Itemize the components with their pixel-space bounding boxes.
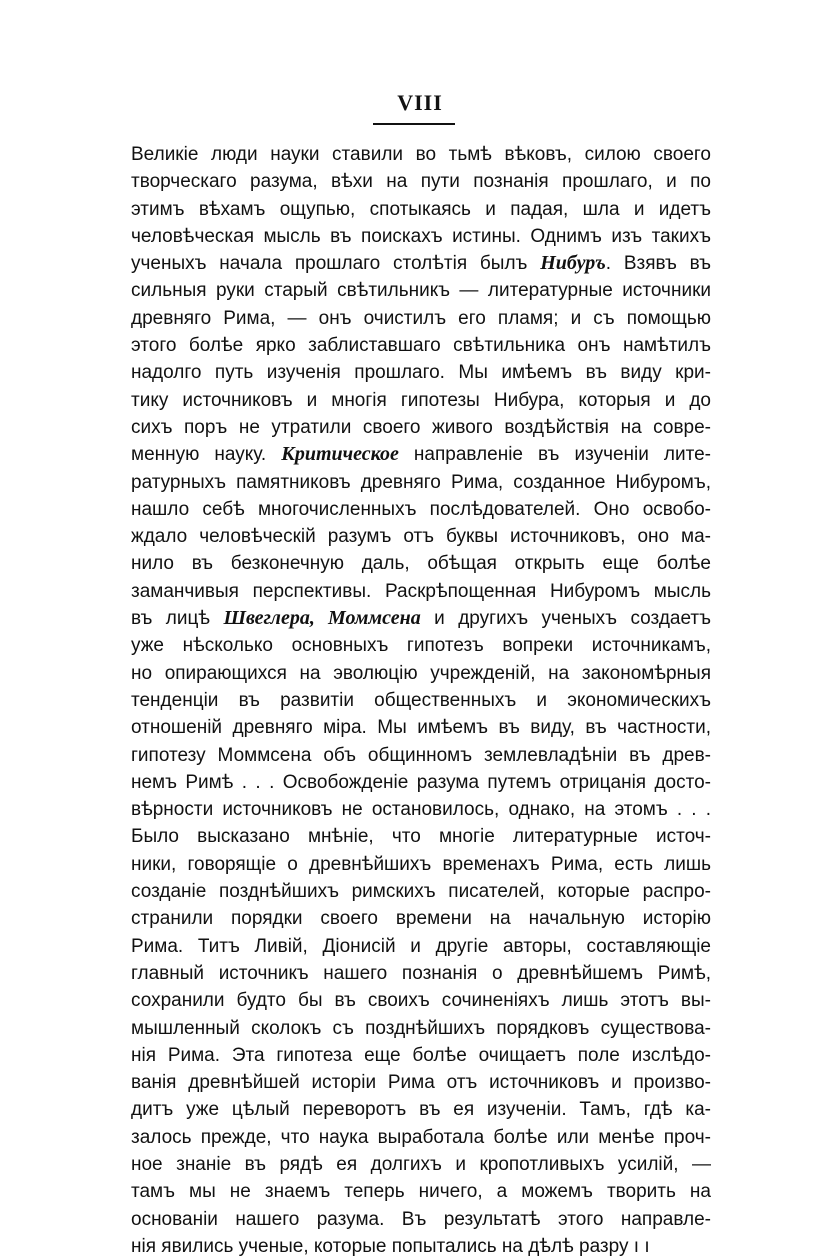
page-number: VIII bbox=[397, 90, 443, 115]
text-line bbox=[131, 987, 711, 1014]
text-line bbox=[131, 277, 711, 304]
text-run: тику источниковъ и многія гипотезы Нибура, которыя и до bbox=[131, 389, 711, 411]
text-run: дитъ уже цѣлый переворотъ въ ея изученіи. Тамъ, гдѣ ка- bbox=[131, 1099, 711, 1121]
text-run: нія явились ученые, которые попытались на дѣлѣ разру ı ı bbox=[131, 1235, 650, 1257]
text-line bbox=[131, 1069, 711, 1096]
text-line bbox=[131, 523, 711, 550]
text-run: ратурныхъ памятниковъ древняго Рима, созданное Нибуромъ, bbox=[131, 471, 711, 493]
text-line bbox=[131, 141, 711, 168]
text-run: ники, говорящіе о древнѣйшихъ временахъ Рима, есть лишь bbox=[131, 853, 711, 875]
text-line bbox=[131, 359, 711, 386]
text-run: въ лицѣ bbox=[131, 608, 224, 630]
text-run: ванія древнѣйшей исторіи Рима отъ источниковъ и произво- bbox=[131, 1072, 711, 1094]
text-run: Рима. Титъ Ливій, Діонисій и другіе авторы, составляющіе bbox=[131, 935, 711, 957]
text-run: этимъ вѣхамъ ощупью, спотыкаясь и падая, шла и идетъ bbox=[131, 198, 711, 220]
text-line bbox=[131, 441, 711, 468]
text-line bbox=[131, 1178, 711, 1205]
text-run: и другихъ ученыхъ создаетъ bbox=[420, 608, 711, 630]
text-line bbox=[131, 796, 711, 823]
text-line bbox=[131, 632, 711, 659]
emphasized-name: Критическое bbox=[281, 443, 399, 466]
text-run: Было высказано мнѣніе, что многіе литературные источ- bbox=[131, 826, 711, 848]
text-run: надолго путь изученія прошлаго. Мы имѣемъ въ виду кри- bbox=[131, 362, 711, 384]
text-run: ждало человѣческій разумъ отъ буквы источниковъ, оно ма- bbox=[131, 526, 711, 548]
text-line bbox=[131, 305, 711, 332]
text-run: немъ Римѣ . . . Освобожденіе разума путемъ отрицанія досто- bbox=[131, 771, 711, 793]
text-run: отношеній древняго міра. Мы имѣемъ въ виду, въ частности, bbox=[131, 717, 711, 739]
text-run: тенденціи въ развитіи общественныхъ и экономическихъ bbox=[131, 689, 711, 711]
text-line bbox=[131, 714, 711, 741]
text-run: сильныя руки старый свѣтильникъ — литературные источники bbox=[131, 280, 711, 302]
text-run: главный источникъ нашего познанія о древнѣйшемъ Римѣ, bbox=[131, 962, 711, 984]
text-run: основаніи нашего разума. Въ результатѣ этого направле- bbox=[131, 1208, 711, 1230]
text-line bbox=[131, 550, 711, 577]
text-run: ное знаніе въ рядѣ ея долгихъ и кропотливыхъ усилій, — bbox=[131, 1153, 711, 1175]
text-line bbox=[131, 878, 711, 905]
text-line bbox=[131, 469, 711, 496]
text-line bbox=[131, 1096, 711, 1123]
text-line bbox=[131, 496, 711, 523]
text-line bbox=[131, 905, 711, 932]
text-line bbox=[131, 1124, 711, 1151]
text-run: Великіе люди науки ставили во тьмѣ вѣковъ, силою своего bbox=[131, 144, 711, 165]
text-run: гипотезу Моммсена объ общинномъ землевладѣніи въ древ- bbox=[131, 744, 711, 766]
text-line bbox=[131, 687, 711, 714]
text-run: ученыхъ начала прошлаго столѣтія былъ bbox=[131, 253, 541, 275]
text-line bbox=[131, 933, 711, 960]
text-run: этого болѣе ярко заблиставшаго свѣтильника онъ намѣтилъ bbox=[131, 335, 711, 357]
text-run: залось прежде, что наука выработала болѣе или менѣе проч- bbox=[131, 1126, 711, 1148]
text-line bbox=[131, 605, 711, 632]
text-run: древняго Рима, — онъ очистилъ его пламя; и съ помощью bbox=[131, 307, 711, 329]
text-line bbox=[131, 196, 711, 223]
text-run: уже нѣсколько основныхъ гипотезъ вопреки источникамъ, bbox=[131, 635, 711, 657]
text-run: тамъ мы не знаемъ теперь ничего, а можемъ творить на bbox=[131, 1181, 711, 1203]
text-line bbox=[131, 223, 711, 250]
text-line bbox=[131, 168, 711, 195]
emphasized-name: Нибуръ bbox=[540, 252, 606, 275]
text-run: направленіе въ изученіи лите- bbox=[398, 444, 711, 466]
text-run: заманчивыя перспективы. Раскрѣпощенная Нибуромъ мысль bbox=[131, 580, 711, 602]
text-line bbox=[131, 578, 711, 605]
text-line bbox=[131, 250, 711, 277]
text-line bbox=[131, 1206, 711, 1233]
emphasized-name: Швеглера, Моммсена bbox=[223, 607, 421, 630]
text-run: вѣрности источниковъ не остановилось, однако, на этомъ . . . bbox=[131, 799, 711, 821]
text-line bbox=[131, 742, 711, 769]
text-line bbox=[131, 1233, 711, 1260]
body-text bbox=[131, 141, 711, 1260]
text-run: но опирающихся на эволюцію учрежденій, на закономѣрныя bbox=[131, 662, 711, 684]
text-line bbox=[131, 414, 711, 441]
text-run: нашло себѣ многочисленныхъ послѣдователей. Оно освобо- bbox=[131, 498, 711, 520]
text-line bbox=[131, 1151, 711, 1178]
text-run: странили порядки своего времени на начальную исторію bbox=[131, 908, 711, 930]
text-line bbox=[131, 1042, 711, 1069]
text-line bbox=[131, 851, 711, 878]
text-line bbox=[131, 1015, 711, 1042]
text-run: творческаго разума, вѣхи на пути познанія прошлаго, и по bbox=[131, 171, 711, 193]
text-run: сихъ поръ не утратили своего живого воздѣйствія на совре- bbox=[131, 416, 711, 438]
text-run: нило въ безконечную даль, обѣщая открыть еще болѣе bbox=[131, 553, 711, 575]
text-run: человѣческая мысль въ поискахъ истины. Однимъ изъ такихъ bbox=[131, 225, 711, 247]
text-line bbox=[131, 823, 711, 850]
text-line bbox=[131, 769, 711, 796]
text-line bbox=[131, 387, 711, 414]
text-run: сохранили будто бы въ своихъ сочиненіяхъ лишь этотъ вы- bbox=[131, 990, 711, 1012]
text-run: мышленный сколокъ съ позднѣйшихъ порядковъ существова- bbox=[131, 1017, 711, 1039]
text-run: менную науку. bbox=[131, 444, 282, 466]
text-line bbox=[131, 960, 711, 987]
text-run: созданіе позднѣйшихъ римскихъ писателей, которые распро- bbox=[131, 881, 711, 903]
text-line bbox=[131, 332, 711, 359]
text-run: нія Рима. Эта гипотеза еще болѣе очищаетъ поле изслѣдо- bbox=[131, 1044, 711, 1066]
text-line bbox=[131, 660, 711, 687]
header-rule bbox=[373, 123, 455, 125]
text-run: . Взявъ въ bbox=[605, 253, 711, 275]
